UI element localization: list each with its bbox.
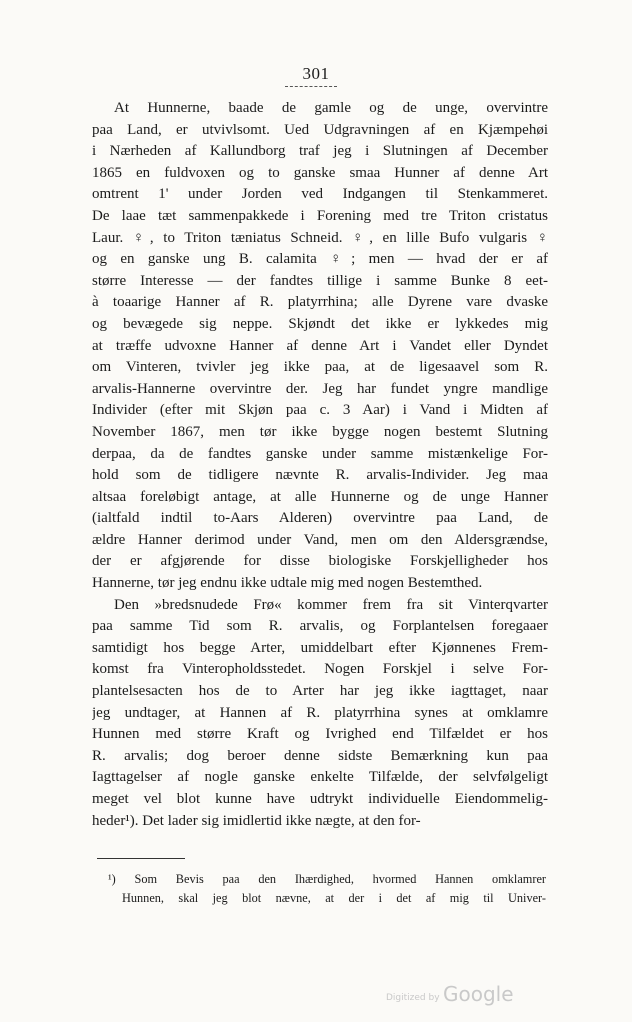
text-line: Hunnen med større Kraft og Ivrighed end Tilfældet er hos (92, 726, 548, 743)
text-line: paa Land, er utvivlsomt. Ued Udgravningen af en Kjæmpehøi (92, 121, 548, 138)
text-line: Den »bredsnudede Frø« kommer frem fra sit Vinterqvarter (114, 596, 548, 613)
text-line: i Nærheden af Kallundborg traf jeg i Slutningen af December (92, 143, 548, 160)
text-line: November 1867, men tør ikke bygge nogen bestemt Slutning (92, 423, 548, 440)
footnote-line: Hunnen, skal jeg blot nævne, at der i det af mig til Univer- (122, 891, 546, 905)
text-line: meget vel blot kunne have udtrykt individuelle Eiendommelig- (92, 791, 548, 807)
text-line: heder¹). Det lader sig imidlertid ikke nægte, at den for- (92, 812, 421, 829)
text-line: jeg undtager, at Hannen af R. platyrrhina synes at omklamre (92, 704, 548, 721)
text-line: à toaarige Hanner af R. platyrrhina; alle Dyrene vare dvaske (92, 294, 548, 311)
text-line: hold som de tidligere nævnte R. arvalis-Individer. Jeg maa (92, 467, 548, 484)
text-line: og en ganske ung B. calamita ♀; men — hvad der er af (92, 251, 548, 268)
google-logo-text: Google (443, 982, 514, 1006)
watermark-prefix: Digitized by (386, 993, 440, 1003)
text-line: plantelsesacten hos de to Arter har jeg ikke iagttaget, naar (92, 683, 548, 700)
footnote-line: ¹) Som Bevis paa den Ihærdighed, hvormed Hannen omklamrer (108, 872, 546, 886)
text-line: derpaa, da de fandtes ganske under samme mistænkelige For- (92, 445, 548, 462)
text-line: samtidigt hos begge Arter, umiddelbart efter Kjønnenes Frem- (92, 639, 548, 656)
footnotes (108, 870, 546, 908)
text-line: altsaa foreløbigt antage, at alle Hunnerne og de unge Hanner (92, 488, 548, 505)
text-line: komst fra Vinteropholdsstedet. Nogen Forskjel i selve For- (92, 661, 548, 678)
text-line: Iagttagelser af nogle ganske enkelte Tilfælde, der selvfølgeligt (92, 769, 548, 786)
text-line: (ialtfald indtil to-Aars Alderen) overvintre paa Land, de (92, 510, 548, 527)
text-line: arvalis-Hannerne overvintre der. Jeg har fundet yngre mandlige (92, 380, 548, 397)
text-line: omtrent 1' under Jorden ved Indgangen til Stenkammeret. (92, 186, 548, 203)
text-line: At Hunnerne, baade de gamle og de unge, overvintre (114, 100, 548, 116)
page-number-underline (285, 86, 337, 87)
text-line: og bevægede sig neppe. Skjøndt det ikke er lykkedes mig (92, 315, 548, 332)
text-line: ældre Hanner derimod under Vand, men om den Aldersgrændse, (92, 531, 548, 548)
text-line: paa samme Tid som R. arvalis, og Forplantelsen foregaaer (92, 618, 548, 635)
text-line: 1865 en fuldvoxen og to ganske smaa Hunner af denne Art (92, 164, 548, 181)
digitized-by-google-watermark (386, 982, 526, 1012)
page-number: 301 (302, 64, 330, 83)
text-line: at træffe udvoxne Hanner af denne Art i Vandet eller Dyndet (92, 337, 548, 354)
text-line: Individer (efter mit Skjøn paa c. 3 Aar) i Vand i Midten af (92, 402, 548, 419)
text-line: Hannerne, tør jeg endnu ikke udtale mig med nogen Bestemthed. (92, 575, 483, 592)
text-line: om Vinteren, tvivler jeg ikke paa, at de ligesaavel som R. (92, 359, 548, 376)
footnote-separator (97, 858, 185, 859)
text-line: Laur. ♀, to Triton tæniatus Schneid. ♀, en lille Bufo vulgaris ♀ (92, 229, 548, 246)
text-line: større Interesse — der fandtes tillige i samme Bunke 8 eet- (92, 272, 548, 289)
text-line: De laae tæt sammenpakkede i Forening med tre Triton cristatus (92, 207, 548, 224)
body-text (92, 98, 548, 832)
text-line: R. arvalis; dog beroer denne sidste Bemærkning kun paa (92, 747, 548, 764)
text-line: der er afgjørende for disse biologiske Forskjelligheder hos (92, 553, 548, 570)
